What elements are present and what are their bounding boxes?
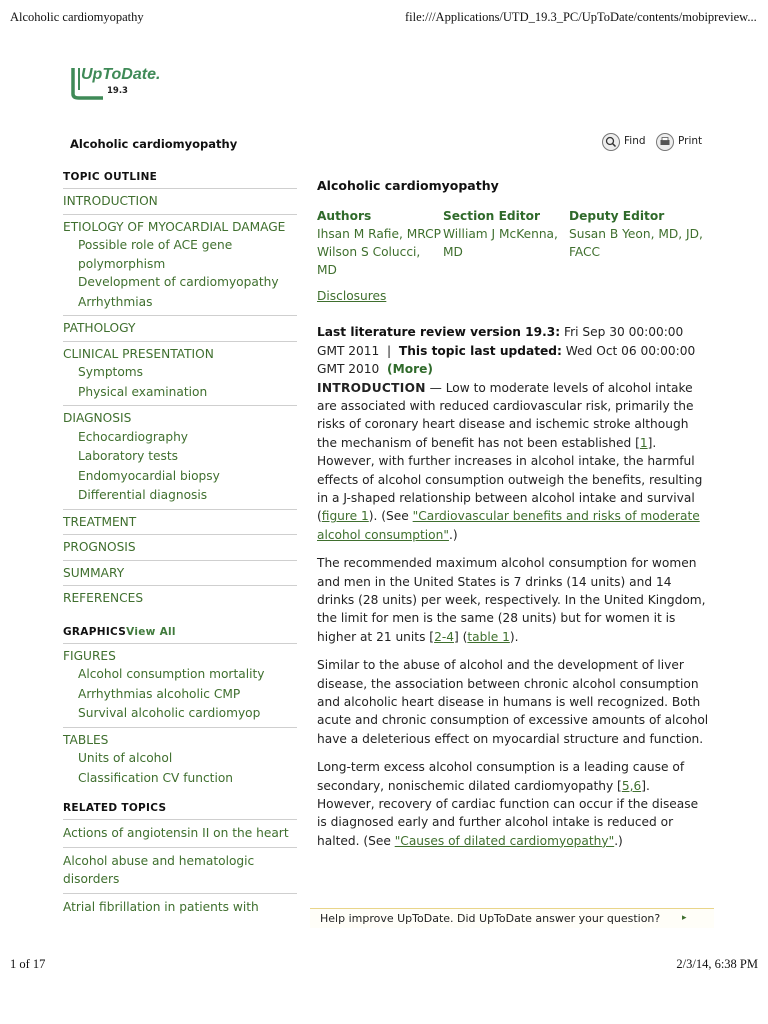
graphics-figures-group — [63, 644, 297, 728]
topic-outline — [63, 168, 297, 920]
authors-label: Authors — [317, 209, 372, 223]
contributors — [317, 207, 709, 279]
text-run: ]. However, with further increases in alcohol intake, the harmful effects of alcohol consumption outweigh the benefits, resulting in a J-shaped relationship between alcohol intake and survival ( — [317, 435, 703, 524]
related-topic-angiotensin[interactable]: Actions of angiotensin II on the heart — [63, 826, 289, 840]
review-label: Last literature review version 19.3: — [317, 325, 561, 339]
outline-prognosis[interactable]: PROGNOSIS — [63, 540, 136, 554]
paragraph-recommended-max — [317, 554, 709, 646]
view-all-link[interactable]: View All — [126, 625, 176, 638]
search-icon — [602, 133, 620, 151]
review-separator: | — [387, 343, 392, 358]
outline-group-pathology — [63, 316, 297, 342]
figures-heading[interactable]: FIGURES — [63, 648, 116, 663]
print-button[interactable] — [656, 133, 706, 151]
graphics-tables-group — [63, 728, 297, 792]
outline-group-diagnosis — [63, 406, 297, 510]
outline-group-references — [63, 586, 297, 611]
text-run: Long-term excess alcohol consumption is a leading cause of secondary, nonischemic dilated cardiomyopathy [ — [317, 760, 685, 793]
section-editor-name[interactable]: William J McKenna, MD — [443, 227, 558, 259]
text-run: ). — [509, 629, 519, 644]
logo-brand: UpToDate. — [81, 66, 161, 83]
outline-clinical-symptoms[interactable]: Symptoms — [78, 365, 144, 379]
outline-diagnosis-lab[interactable]: Laboratory tests — [78, 449, 179, 463]
figure-arrhythmias-cmp[interactable]: Arrhythmias alcoholic CMP — [78, 686, 241, 701]
ref-link-2-4[interactable]: 2-4 — [434, 629, 454, 644]
outline-group-clinical — [63, 342, 297, 407]
introduction-lead: INTRODUCTION — [317, 380, 426, 395]
page-title: Alcoholic cardiomyopathy — [70, 137, 238, 151]
section-editor-column — [443, 207, 569, 279]
text-run: — Low to moderate levels of alcohol intake are associated with reduced cardiovascular risk, primarily the risks of coronary heart disease and ischemic stroke although the mechanism of benefit has not been established [ — [317, 380, 694, 450]
page-number: 1 of 17 — [10, 957, 46, 971]
related-topic-item — [63, 894, 297, 921]
outline-pathology[interactable]: PATHOLOGY — [63, 321, 136, 335]
outline-etiology-ace[interactable]: Possible role of ACE gene polymorphism — [78, 238, 233, 271]
uptodate-logo — [69, 64, 179, 104]
cardiovascular-benefits-link[interactable]: "Cardiovascular benefits and risks of moderate alcohol consumption" — [317, 509, 700, 542]
literature-review-info — [317, 323, 709, 379]
outline-group-introduction — [63, 189, 297, 215]
outline-etiology[interactable]: ETIOLOGY OF MYOCARDIAL DAMAGE — [63, 219, 286, 234]
printer-icon — [656, 133, 674, 151]
related-topics-heading: RELATED TOPICS — [63, 799, 297, 820]
find-button[interactable] — [602, 133, 652, 151]
print-header-title: Alcoholic cardiomyopathy — [10, 10, 144, 24]
figure-alcohol-mortality[interactable]: Alcohol consumption mortality — [78, 667, 265, 681]
deputy-editor-column — [569, 207, 709, 279]
feedback-bar[interactable] — [310, 908, 714, 928]
find-label: Find — [624, 135, 646, 147]
related-topic-item — [63, 848, 297, 894]
paragraph-introduction — [317, 379, 709, 545]
tables-heading[interactable]: TABLES — [63, 732, 109, 747]
related-topic-hematologic[interactable]: Alcohol abuse and hematologic disorders — [63, 853, 255, 886]
table-1-link[interactable]: table 1 — [467, 629, 510, 644]
related-topic-item — [63, 820, 297, 848]
outline-clinical-exam[interactable]: Physical examination — [78, 384, 208, 399]
outline-diagnosis-differential[interactable]: Differential diagnosis — [78, 488, 208, 502]
outline-group-prognosis — [63, 535, 297, 561]
author-rafie[interactable]: Ihsan M Rafie, MRCP — [317, 227, 441, 241]
figure-1-link[interactable]: figure 1 — [321, 509, 369, 524]
text-run: ]. However, recovery of cardiac function can occur if the disease is diagnosed early and further alcohol intake is reduced or halted. (See — [317, 778, 699, 848]
outline-introduction[interactable]: INTRODUCTION — [63, 194, 158, 208]
deputy-editor-name[interactable]: Susan B Yeon, MD, JD, FACC — [569, 227, 703, 259]
outline-diagnosis-biopsy[interactable]: Endomyocardial biopsy — [78, 468, 220, 483]
deputy-editor-label: Deputy Editor — [569, 209, 665, 223]
topic-title: Alcoholic cardiomyopathy — [317, 178, 499, 193]
outline-references[interactable]: REFERENCES — [63, 591, 144, 605]
text-run: ). (See — [368, 509, 413, 524]
outline-clinical[interactable]: CLINICAL PRESENTATION — [63, 346, 214, 361]
authors-column — [317, 207, 443, 279]
figure-survival[interactable]: Survival alcoholic cardiomyop — [78, 706, 261, 720]
paragraph-similar-abuse: Similar to the abuse of alcohol and the development of liver disease, the association between chronic alcohol consumption and alcoholic heart disease in humans is well recognized. Both acute and chronic consumption of excessive amounts of alcohol have a deleterious effect on myocardial structure and function. — [317, 658, 709, 746]
outline-etiology-arrhythmias[interactable]: Arrhythmias — [78, 294, 153, 309]
paragraph-long-term — [317, 758, 709, 850]
outline-group-treatment — [63, 510, 297, 536]
review-date: Fri Sep 30 00:00:00 GMT 2011 — [317, 325, 684, 358]
feedback-text: Help improve UpToDate. Did UpToDate answer your question? — [320, 912, 661, 925]
ref-link-1[interactable]: 1 — [639, 435, 648, 450]
text-run: The recommended maximum alcohol consumption for women and men in the United States is 7 drinks (14 units) and 14 drinks (28 units) per week, respectively. In the United Kingdom, the limit for men is the same (28 units) but for women it is higher at 21 units [ — [317, 556, 706, 644]
print-label: Print — [678, 135, 703, 147]
graphics-heading — [63, 623, 297, 644]
outline-treatment[interactable]: TREATMENT — [63, 514, 137, 529]
topic-outline-heading: TOPIC OUTLINE — [63, 168, 297, 189]
outline-diagnosis[interactable]: DIAGNOSIS — [63, 411, 132, 425]
section-editor-label: Section Editor — [443, 209, 541, 223]
text-run: .) — [448, 527, 458, 542]
more-link[interactable]: (More) — [387, 362, 433, 376]
outline-diagnosis-echo[interactable]: Echocardiography — [78, 429, 189, 444]
author-colucci[interactable]: Wilson S Colucci, MD — [317, 245, 421, 277]
outline-group-etiology — [63, 215, 297, 317]
outline-group-summary — [63, 561, 297, 587]
related-topic-atrial-fibrillation[interactable]: Atrial fibrillation in patients with — [63, 899, 259, 914]
print-footer — [0, 955, 768, 975]
updated-label: This topic last updated: — [398, 343, 562, 358]
disclosures-link[interactable]: Disclosures — [317, 289, 387, 303]
text-run: .) — [614, 833, 623, 848]
print-header-url: file:///Applications/UTD_19.3_PC/UpToDate/contents/mobipreview... — [405, 10, 757, 24]
table-units-alcohol[interactable]: Units of alcohol — [78, 751, 173, 765]
outline-summary[interactable]: SUMMARY — [63, 565, 125, 580]
logo-version: 19.3 — [107, 86, 128, 96]
arrow-right-icon[interactable]: ▸ — [682, 913, 687, 923]
ref-link-5-6[interactable]: 5,6 — [621, 778, 642, 793]
text-run: ] ( — [453, 629, 468, 644]
graphics-label: GRAPHICS — [63, 625, 127, 638]
causes-dilated-cmp-link[interactable]: "Causes of dilated cardiomyopathy" — [394, 833, 615, 848]
topic-content — [317, 178, 709, 860]
updated-date: Wed Oct 06 00:00:00 GMT 2010 — [317, 343, 696, 376]
outline-etiology-development[interactable]: Development of cardiomyopathy — [78, 275, 279, 289]
table-classification-cv[interactable]: Classification CV function — [78, 770, 234, 785]
print-datetime: 2/3/14, 6:38 PM — [676, 957, 758, 971]
